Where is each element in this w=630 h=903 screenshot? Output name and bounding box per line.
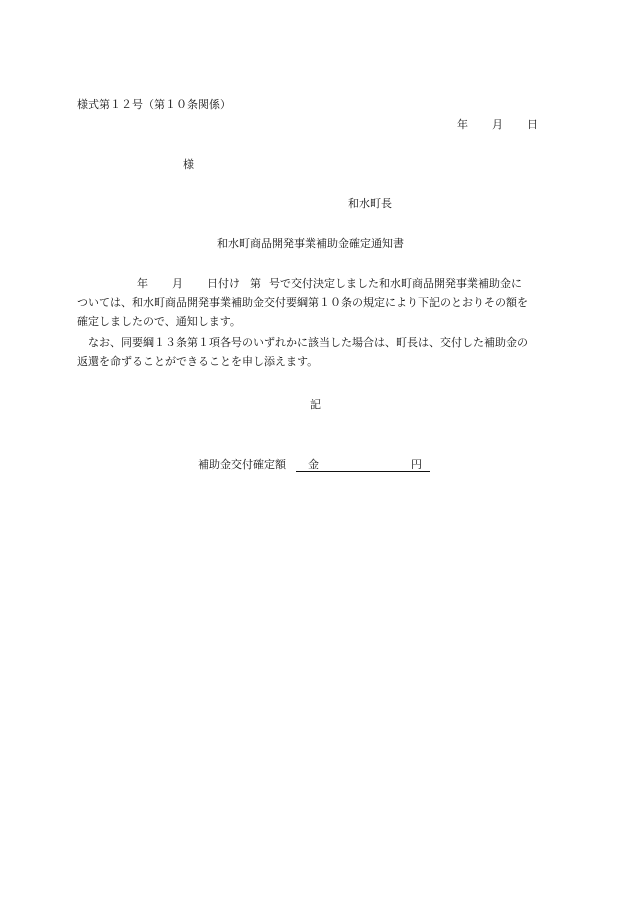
document-title: 和水町商品開発事業補助金確定通知書: [217, 237, 404, 250]
date-month: 月: [492, 118, 503, 131]
amount-suffix: 円: [411, 458, 422, 471]
date-line: [457, 118, 538, 132]
amount-prefix: 金: [308, 458, 319, 471]
body-line-4: なお、同要綱１３条第１項各号のいずれかに該当した場合は、町長は、交付した補助金の: [88, 336, 528, 349]
sender-name: 和水町長: [348, 197, 392, 210]
date-day: 日: [527, 118, 538, 131]
amount-row: [198, 458, 430, 472]
body-paragraph-2: [77, 333, 557, 371]
addressee-honorific: 様: [183, 158, 194, 171]
date-year: 年: [457, 118, 468, 131]
ki-heading: 記: [310, 398, 321, 411]
body-line-1: 年 月 日付け 第 号で交付決定しました和水町商品開発事業補助金に: [137, 277, 522, 290]
amount-label: 補助金交付確定額: [198, 458, 286, 471]
body-paragraph-1: [77, 274, 557, 331]
amount-field: [296, 458, 430, 472]
form-number: 様式第１２号（第１０条関係）: [77, 98, 231, 111]
body-line-2: ついては、和水町商品開発事業補助金交付要綱第１０条の規定により下記のとおりその額を: [77, 296, 528, 309]
body-line-5: 返還を命ずることができることを申し添えます。: [77, 355, 319, 368]
body-line-3: 確定しましたので、通知します。: [77, 315, 241, 328]
